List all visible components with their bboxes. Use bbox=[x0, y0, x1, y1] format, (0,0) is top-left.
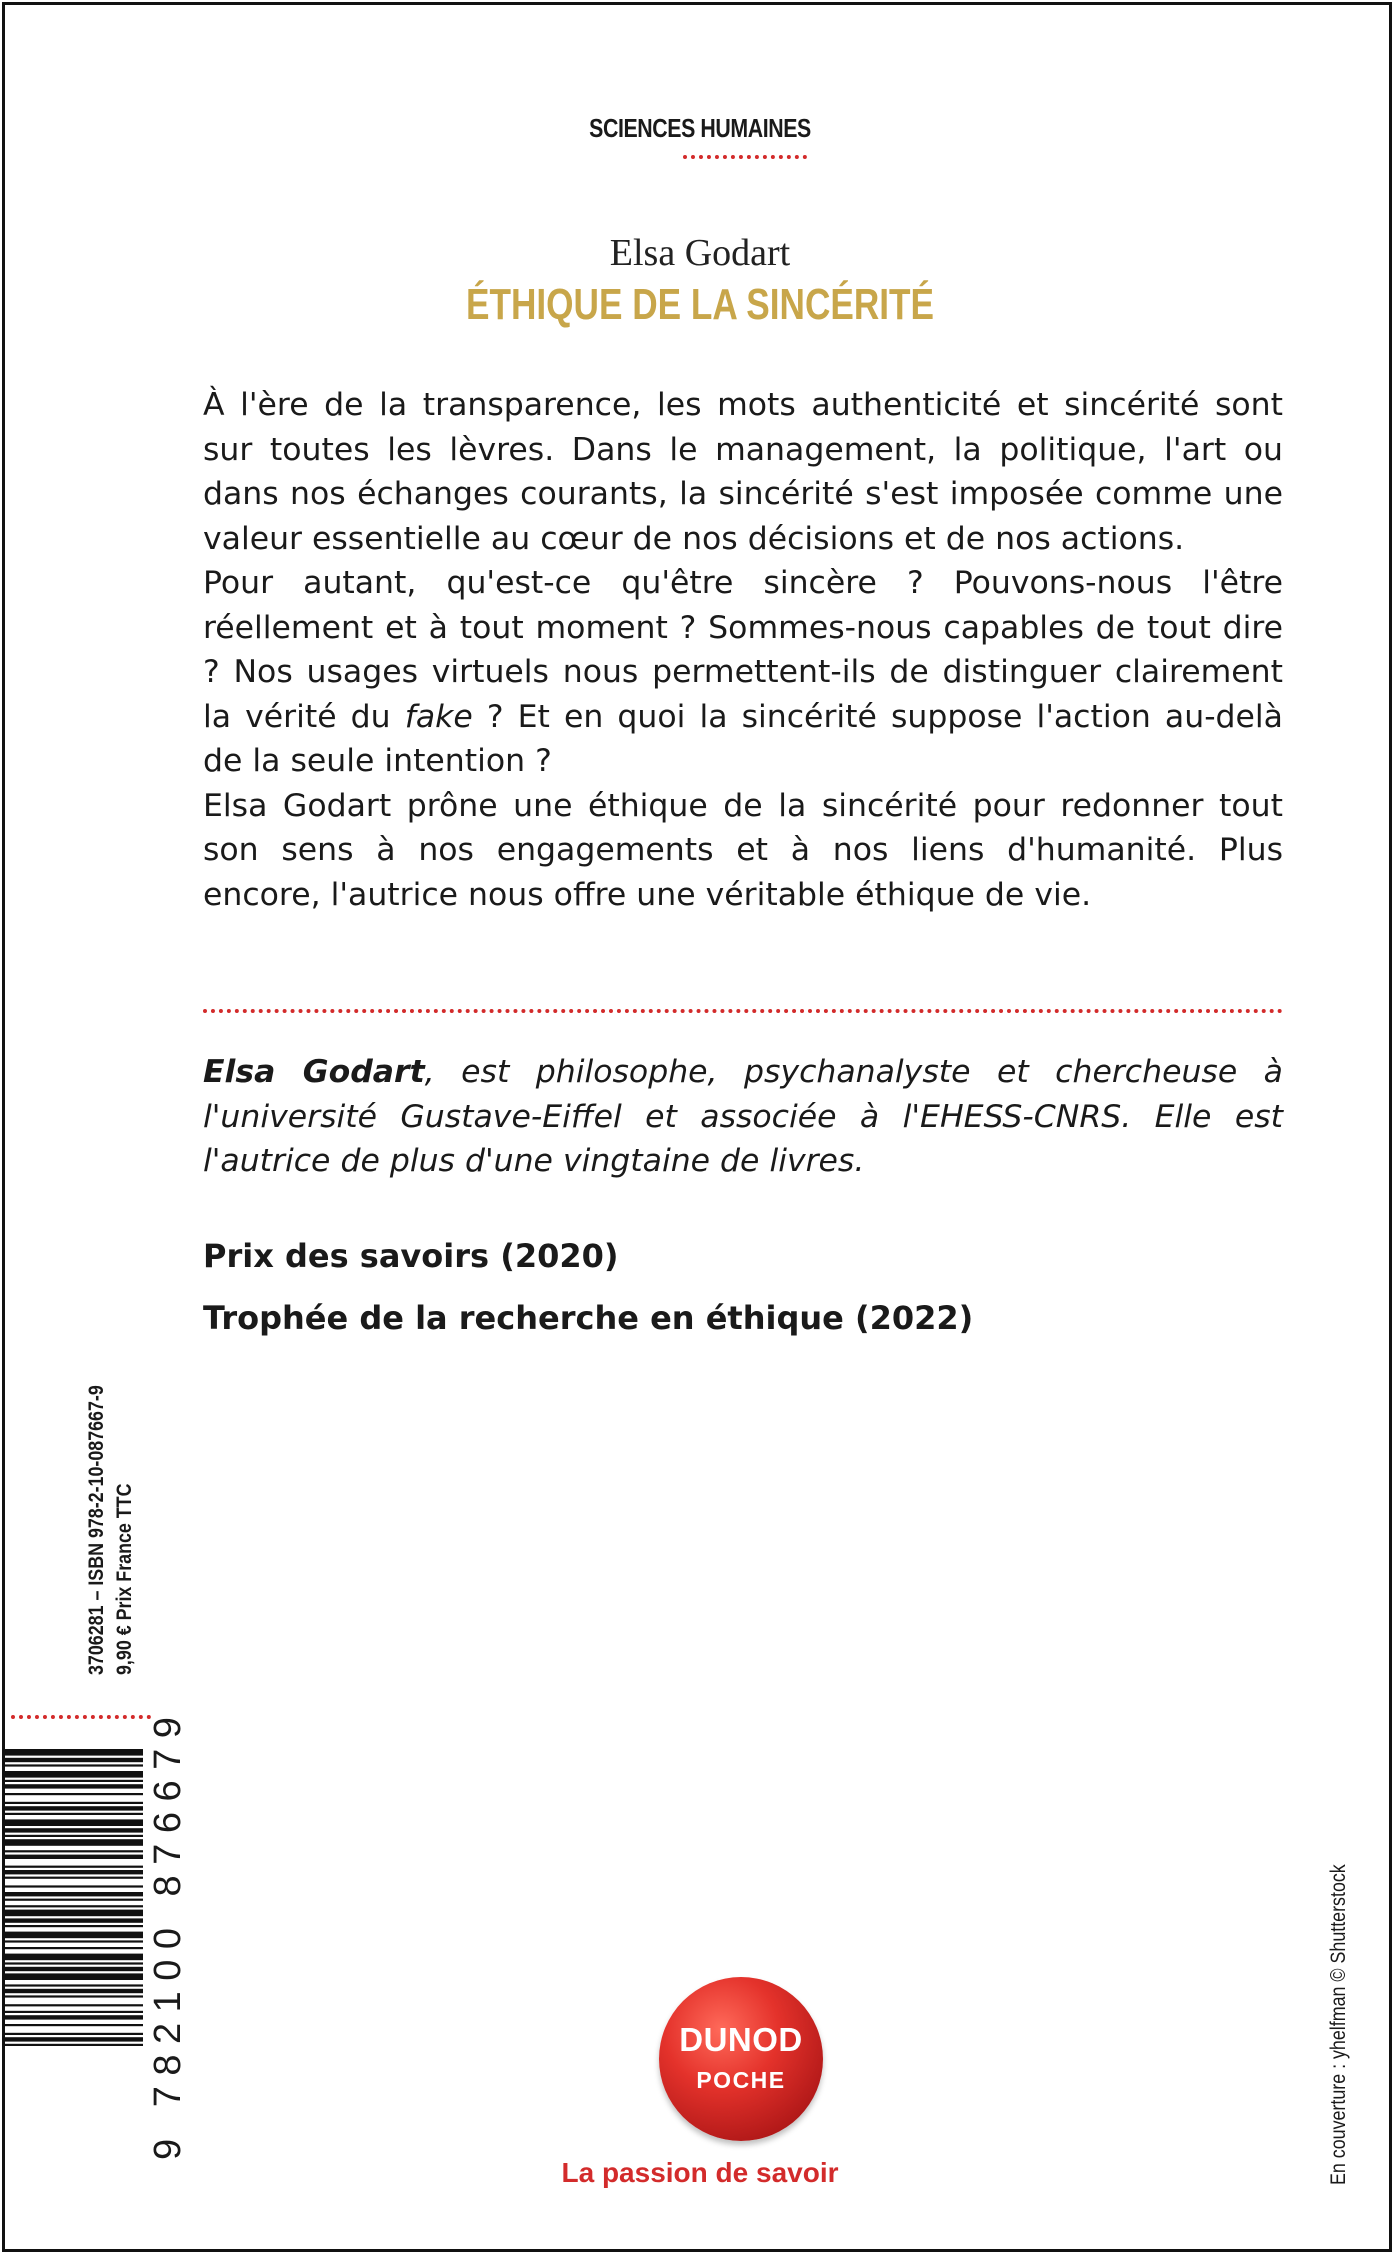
barcode bbox=[5, 1745, 155, 2165]
barcode-bar bbox=[5, 1973, 143, 1980]
blurb-paragraph-3: Elsa Godart prône une éthique de la sincérité pour redonner tout son sens à nos engagements et à nos liens d'humanité. Plus encore, l'autrice nous offre une véritable éthique de vie. bbox=[203, 787, 1283, 913]
blurb-paragraph-2 bbox=[203, 561, 1283, 784]
barcode-bar bbox=[5, 1910, 143, 1917]
prize-2: Trophée de la recherche en éthique (2022) bbox=[203, 1299, 974, 1337]
barcode-bar bbox=[5, 2033, 143, 2035]
series-label: SCIENCES HUMAINES bbox=[589, 113, 811, 143]
barcode-bar bbox=[5, 1780, 143, 1782]
cover-credit bbox=[1327, 1795, 1357, 2185]
barcode-bar bbox=[5, 1899, 143, 1901]
barcode-bar bbox=[5, 1905, 143, 1907]
section-dotted-divider bbox=[203, 1009, 1283, 1013]
barcode-bar bbox=[5, 2024, 143, 2026]
barcode-dotted-divider bbox=[11, 1715, 151, 1719]
barcode-bar bbox=[5, 1758, 143, 1762]
book-title: ÉTHIQUE DE LA SINCÉRITÉ bbox=[465, 280, 935, 329]
blurb-p2-italic: fake bbox=[404, 698, 473, 735]
barcode-bar bbox=[5, 1947, 143, 1949]
barcode-bar bbox=[5, 1870, 143, 1874]
prize-1: Prix des savoirs (2020) bbox=[203, 1237, 619, 1275]
blurb-paragraph-1: À l'ère de la transparence, les mots authenticité et sincérité sont sur toutes les lèvres. Dans le management, la politique, l'art ou dans nos échanges courants, la sincérité s'est imposée comme une valeur essentielle au cœur de nos décisions et de nos actions. bbox=[203, 387, 1283, 557]
logo-text-poche: POCHE bbox=[696, 2067, 786, 2093]
barcode-bar bbox=[5, 2004, 143, 2006]
series-dotted-divider bbox=[683, 155, 807, 159]
barcode-bar bbox=[5, 1995, 143, 1997]
bio-text: , est philosophe, psychanalyste et chercheuse à l'université Gustave-Eiffel et associée à l'EHESS-CNRS. Elle est l'autrice de plus d'une vingtaine de livres. bbox=[203, 1054, 1283, 1179]
author-name: Elsa Godart bbox=[609, 232, 791, 274]
barcode-bar bbox=[5, 1940, 143, 1942]
barcode-bar bbox=[5, 1892, 143, 1896]
author-bio bbox=[203, 1050, 1283, 1184]
barcode-bar bbox=[5, 2015, 143, 2019]
barcode-bar bbox=[5, 2011, 143, 2013]
publisher-logo bbox=[659, 1977, 823, 2141]
barcode-bar bbox=[5, 1835, 143, 1837]
barcode-bar bbox=[5, 1984, 143, 1986]
barcode-bar bbox=[5, 1866, 143, 1868]
barcode-bar bbox=[5, 1793, 143, 1795]
cover-credit-text: En couverture : yhelfman © Shutterstock bbox=[1327, 1864, 1350, 2185]
barcode-bar bbox=[5, 1802, 143, 1804]
barcode-bar bbox=[5, 1828, 143, 1832]
barcode-bar bbox=[5, 1967, 143, 1971]
barcode-bar bbox=[5, 1918, 143, 1922]
barcode-bar bbox=[5, 1925, 143, 1927]
barcode-bar bbox=[5, 1784, 143, 1788]
barcode-bar bbox=[5, 2037, 143, 2041]
logo-text-dunod: DUNOD bbox=[679, 2021, 803, 2058]
bio-name: Elsa Godart bbox=[203, 1054, 425, 1090]
barcode-bar bbox=[5, 1813, 143, 1815]
barcode-bar bbox=[5, 1806, 143, 1810]
blurb-p2-text-a: Pour autant, qu'est-ce qu'être sincère ? Pouvons-nous l'être réellement et à tout moment ? Sommes-nous capables de tout dire ? Nos usages virtuels nous permettent-ils de distinguer clairement la vérité du bbox=[203, 565, 1283, 735]
blurb bbox=[203, 383, 1283, 917]
isbn-line: 3706281 – ISBN 978-2-10-087667-9 bbox=[85, 1385, 108, 1675]
isbn-price-block bbox=[83, 1365, 149, 1675]
barcode-bar bbox=[5, 1771, 143, 1778]
barcode-bar bbox=[5, 1850, 143, 1852]
barcode-bar bbox=[5, 1989, 143, 1993]
barcode-bar bbox=[5, 1962, 143, 1964]
barcode-graphic bbox=[5, 1745, 155, 2165]
barcode-bar bbox=[5, 1764, 143, 1766]
barcode-bar bbox=[5, 1932, 143, 1939]
publisher-tagline: La passion de savoir bbox=[561, 2157, 839, 2188]
barcode-bar bbox=[5, 1819, 143, 1826]
book-back-cover bbox=[2, 2, 1392, 2252]
barcode-bar bbox=[5, 1877, 143, 1879]
barcode-bar bbox=[5, 1855, 143, 1859]
price-line: 9,90 € Prix France TTC bbox=[113, 1483, 136, 1675]
barcode-bar bbox=[5, 1839, 143, 1846]
barcode-digits: 9 782100 876679 bbox=[147, 1706, 189, 2160]
barcode-bar bbox=[5, 2044, 143, 2046]
barcode-bar bbox=[5, 1749, 143, 1756]
blurb-p2-text-b: ? Et en quoi la sincérité suppose l'action au-delà de la seule intention ? bbox=[203, 698, 1283, 779]
barcode-bar bbox=[5, 1885, 143, 1887]
barcode-bar bbox=[5, 1954, 143, 1961]
